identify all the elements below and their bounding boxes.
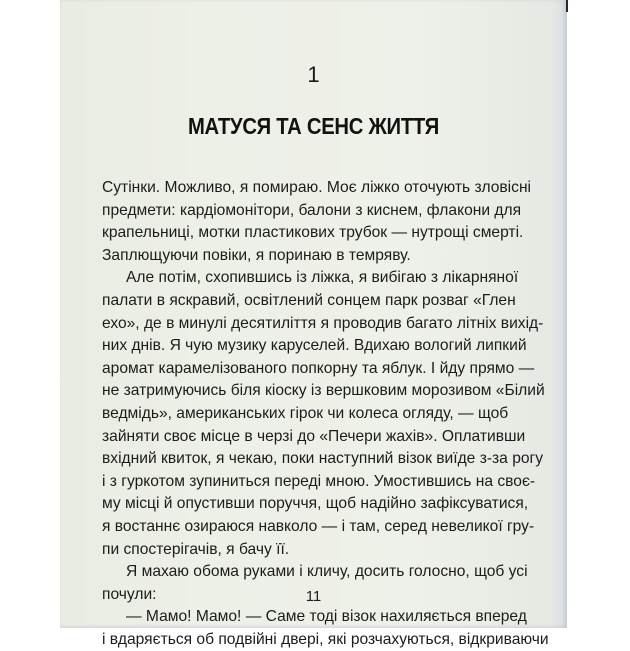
text-line: і вдаряється об подвійні двері, які розчахуються, відкриваючи [102, 630, 549, 648]
text-line: Я махаю обома руками і кличу, досить голосно, щоб усі [126, 563, 528, 581]
text-line: предмети: кардіомонітори, балони з киснем, флакони для [102, 201, 522, 219]
text-line: зайняти своє місце в черзі до «Печери жахів». Оплативши [102, 427, 526, 445]
text-line: них днів. Я чую музику каруселей. Вдихаю вологий липкий [102, 337, 527, 355]
text-line: му місці й опустивши поруччя, щоб надійно зафіксуватися, [102, 495, 529, 513]
text-line: і з гуркотом зупиниться переді мною. Умостившись на своє- [102, 472, 536, 490]
text-line: не затримуючись біля кіоску із вершковим морозивом «Білий [102, 382, 545, 400]
text-line: ехо», де в минулі десятиліття я проводив багато літніх вихід- [102, 314, 544, 332]
text-line: я востаннє озираюся навколо — і там, серед невеликої гру- [102, 517, 535, 535]
text-line: почули: [102, 585, 157, 603]
text-line: крапельниці, мотки пластикових трубок — нутрощі смерті. [102, 224, 524, 242]
text-line: аромат карамелізованого попкорну та яблук. І йду прямо — [102, 359, 535, 377]
text-line: ведмідь», американських гірок чи колеса огляду, — щоб [102, 404, 509, 422]
text-line: палати в яскравий, освітлений сонцем парк розваг «Глен [102, 291, 516, 309]
text-line: пи спостерігачів, я бачу її. [102, 540, 290, 558]
text-line: вхідний квиток, я чекаю, поки наступний візок виїде з-за рогу [102, 450, 544, 468]
text-line: — Мамо! Мамо! — Саме тоді візок нахиляється вперед [126, 608, 527, 626]
text-line: Але потім, схопившись із ліжка, я вибігаю з лікарняної [126, 269, 519, 287]
text-line: Заплющуючи повіки, я поринаю в темряву. [102, 246, 411, 264]
page-edge-mark [566, 0, 568, 12]
book-page [60, 0, 567, 648]
text-line: Сутінки. Можливо, я помираю. Моє ліжко оточують зловісні [102, 179, 532, 196]
chapter-title: МАТУСЯ ТА СЕНС ЖИТТЯ [187, 113, 440, 139]
body-text [102, 177, 549, 651]
chapter-number: 1 [307, 62, 320, 87]
page-number: 11 [305, 588, 322, 605]
